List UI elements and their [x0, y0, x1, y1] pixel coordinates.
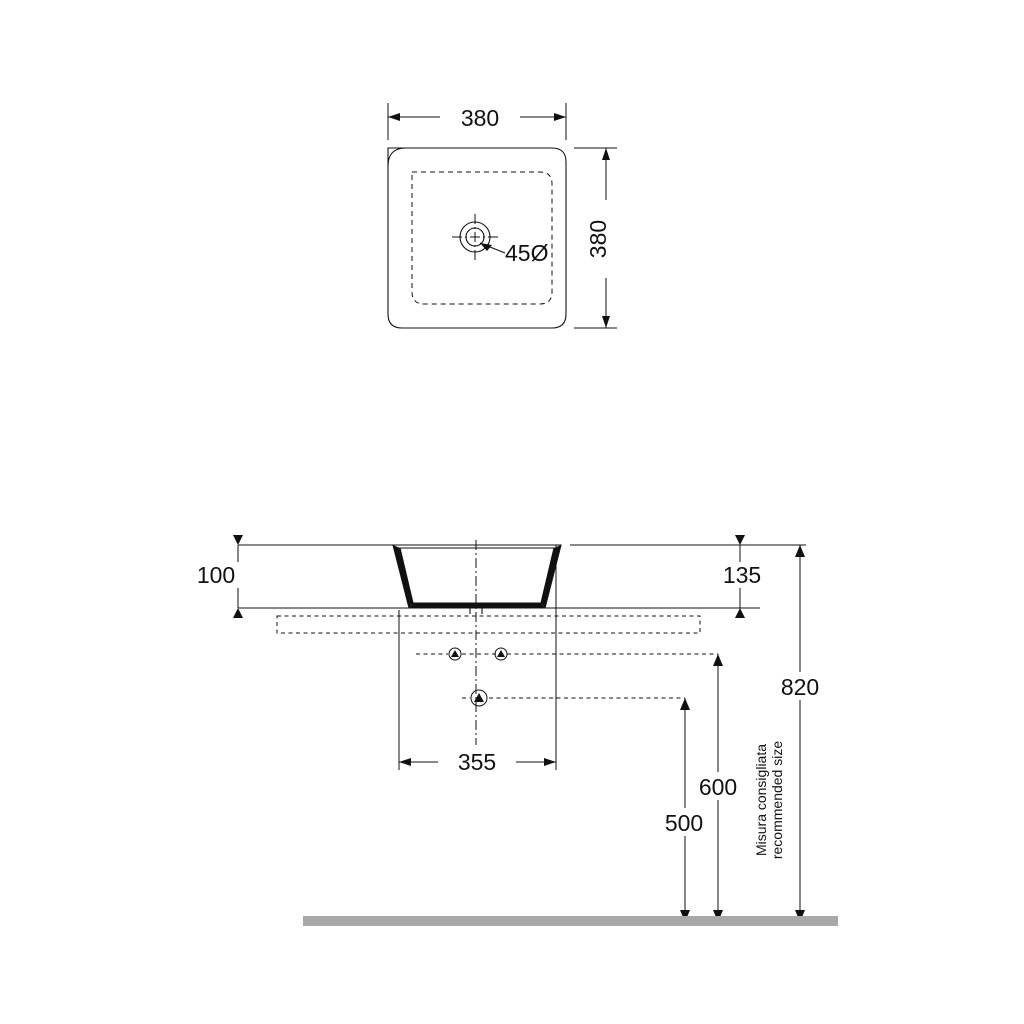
dim-fixing-600: 600: [698, 774, 738, 800]
dim500-arrow-top: [680, 698, 690, 710]
basin-bottom-fill: [409, 603, 545, 608]
dim820-arrow-top: [795, 545, 805, 557]
basin-right-wall: [541, 545, 561, 608]
floor-band: [303, 916, 838, 926]
dim600-arrow-top: [713, 654, 723, 666]
dim355-arrow-left: [399, 758, 411, 766]
dim355-arrow-right: [544, 758, 556, 766]
dim-top-width: 380: [460, 105, 500, 131]
dim-top-depth: 380: [585, 219, 611, 259]
dim135-arrow-top: [735, 535, 745, 545]
note-recommended-english: recommended size: [769, 740, 785, 860]
basin-left-wall: [393, 545, 413, 608]
dim100-arrow-bot: [233, 608, 243, 618]
basin-top-outline-corner: [388, 148, 406, 166]
basin-front-outline: [393, 545, 561, 608]
top-view: [388, 100, 623, 328]
countertop-dashed-outline: [277, 616, 700, 633]
basin-front-inner: [400, 548, 554, 603]
dim-basin-height: 100: [196, 562, 236, 588]
dim-counter-width: 355: [457, 749, 497, 775]
dim-fixing-500: 500: [664, 810, 704, 836]
basin-inner-dashed: [412, 172, 552, 304]
top-dim-arrow-right: [554, 113, 566, 121]
right-dim-arrow-bot: [602, 316, 610, 328]
front-section-view: [186, 535, 838, 926]
dim-total-height: 820: [780, 674, 820, 700]
dim100-arrow-top: [233, 535, 243, 545]
right-dim-arrow-top: [602, 148, 610, 160]
note-recommended-italian: Misura consigliata: [753, 743, 769, 857]
top-dim-arrow-left: [388, 113, 400, 121]
fixing-symbol-left-mark: [451, 650, 459, 657]
dim-drain-hole: 45Ø: [505, 240, 549, 266]
dim135-arrow-bot: [735, 608, 745, 618]
dim-basin-lip-height: 135: [722, 562, 762, 588]
